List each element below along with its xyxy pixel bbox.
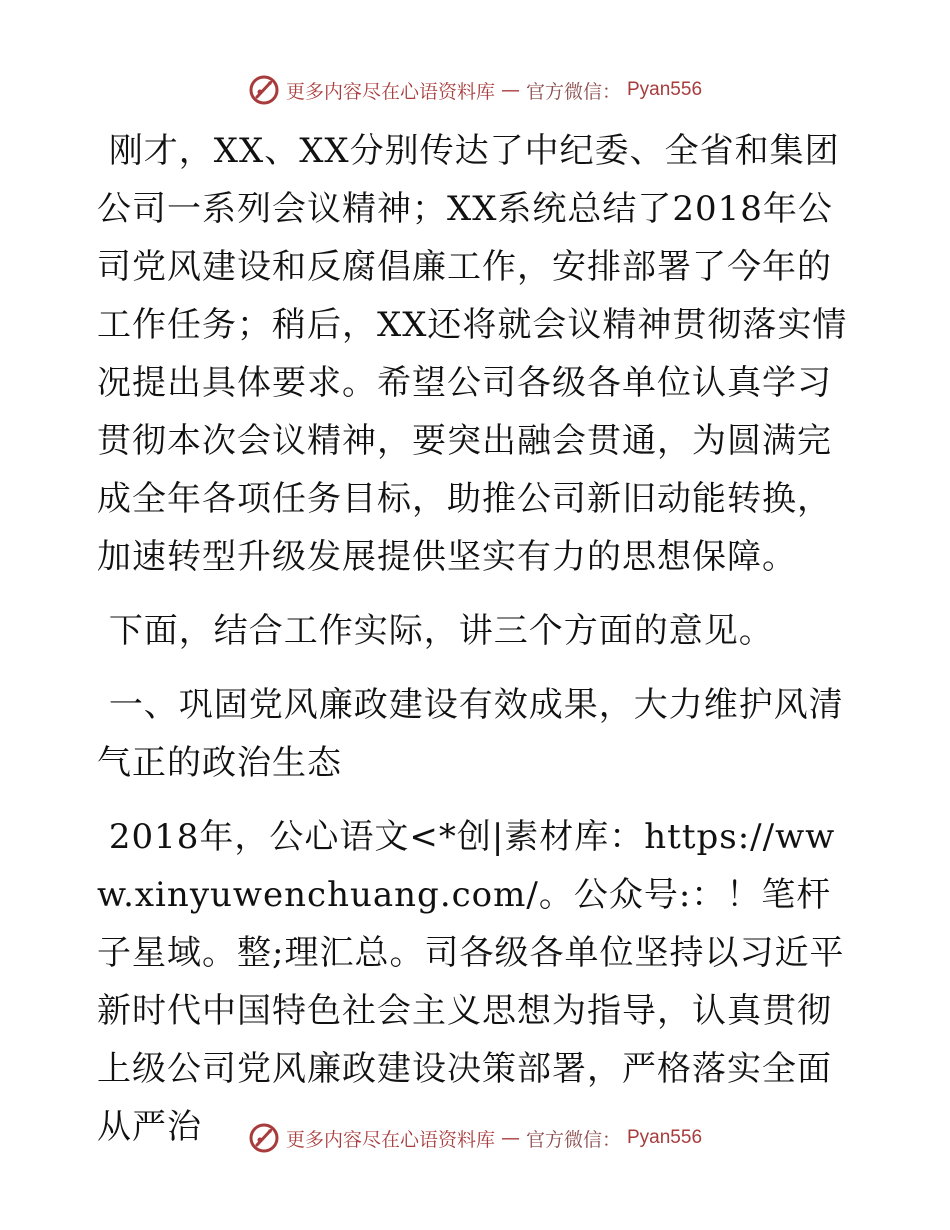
paragraph-transition: 下面，结合工作实际，讲三个方面的意见。 [97,611,774,651]
watermark-wechat-label: 官方微信： [525,1128,621,1151]
watermark-text: 更多内容尽在心语资料库 [285,80,495,103]
watermark-handle: Pyan556 [627,1127,703,1148]
watermark-text: 更多内容尽在心语资料库 [285,1128,495,1151]
header-watermark [0,72,950,108]
section-heading-1: 一、巩固党风廉政建设有效成果，大力维护风清气正的政治生态 [97,685,844,783]
paragraph-section-1: 2018年，公心语文<*创|素材库：https://www.xinyuwenchuang.com/。公众号:：！笔杆子星域。整;理汇总。司各级各单位坚持以习近平新时代中国特色社会主义思想为指导，认真贯彻上级公司党风廉政建设决策部署，严格落实全面从严治 [97,817,845,1147]
watermark-wechat-label: 官方微信： [525,80,621,103]
watermark-separator: — [500,79,520,101]
brush-seal-icon [248,74,280,106]
footer-watermark [0,1120,950,1156]
watermark-separator: — [500,1127,520,1149]
paragraph-intro: 刚才，XX、XX分别传达了中纪委、全省和集团公司一系列会议精神；XX系统总结了2018年公司党风建设和反腐倡廉工作，安排部署了今年的工作任务；稍后，XX还将就会议精神贯彻落实情况提出具体要求。希望公司各级各单位认真学习贯彻本次会议精神，要突出融会贯通，为圆满完成全年各项任务目标，助推公司新旧动能转换，加速转型升级发展提供坚实有力的思想保障。 [97,131,848,577]
document-body [97,122,857,1156]
watermark-handle: Pyan556 [627,79,703,100]
brush-seal-icon [248,1122,280,1154]
